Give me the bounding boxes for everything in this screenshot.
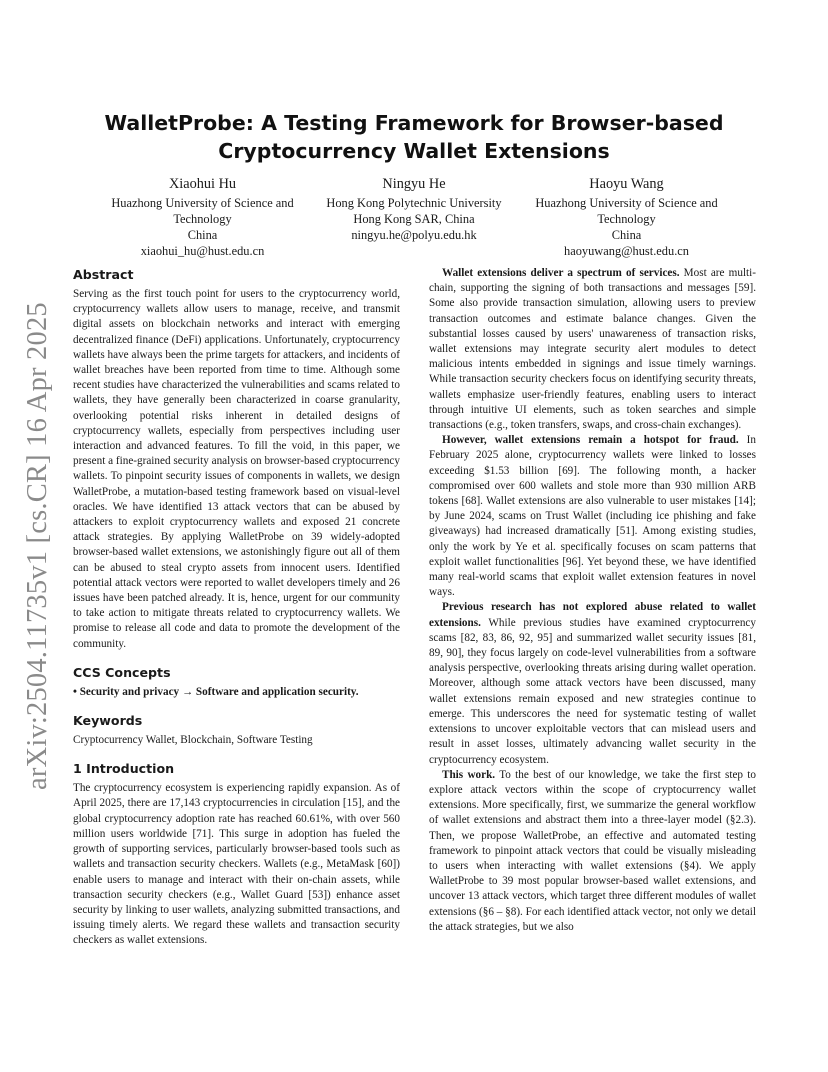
paragraph-this-work — [429, 768, 756, 935]
author-3 — [504, 175, 749, 259]
author-1 — [80, 175, 325, 259]
ccs-text: • Security and privacy → Software and application security. — [73, 685, 359, 698]
author-affiliation: Technology — [173, 212, 232, 226]
left-column — [73, 266, 400, 949]
abstract-text: Serving as the first touch point for users to the cryptocurrency world, cryptocurrency wallets allow users to manage, receive, and transmit digital assets on blockchain networks and interact with emerging decentralized finance (DeFi) applications. Unfortunately, cryptocurrency wallets have always been the prime targets for attackers, and incidents of wallet breaches have been reported from time to time. Although some recent studies have characterized the vulnerabilities and scams related to wallets, they have generally been characterized in coarse granularity, overlooking potential risks inherent in detailed designs of cryptocurrency wallets, especially from perspectives including user interaction and advanced features. To fill the void, in this paper, we present a fine-grained security analysis on browser-based cryptocurrency wallets. To pinpoint security issues of components in wallets, we design WalletProbe, a mutation-based testing framework based on visual-level oracles. We have identified 13 attack vectors that can be abused by attackers to exploit cryptocurrency wallets and exposed 21 concrete attack strategies. By applying WalletProbe on 39 widely-adopted browser-based wallet extensions, we astonishingly figure out all of them can be abused to steal crypto assets from innocent users. Identified potential attack vectors were reported to wallet developers timely and 26 issues have been patched already. It is, hence, urgent for our community to take action to mitigate threats related to cryptocurrency wallets. We promise to release all code and data to promote the development of the community. — [73, 288, 400, 650]
author-affiliation: Technology — [597, 212, 656, 226]
title-line-2: Cryptocurrency Wallet Extensions — [218, 139, 610, 163]
author-email: ningyu.he@polyu.edu.hk — [351, 228, 477, 242]
author-affiliation: Huazhong University of Science and — [111, 196, 294, 210]
author-affiliation: Huazhong University of Science and — [535, 196, 718, 210]
author-email: xiaohui_hu@hust.edu.cn — [140, 244, 265, 258]
paragraph-lead: However, wallet extensions remain a hotspot for fraud. — [442, 434, 739, 447]
paragraph-lead: Previous research has not explored abuse related to wallet extensions. — [429, 601, 756, 629]
intro-paragraph: The cryptocurrency ecosystem is experiencing rapidly expansion. As of April 2025, there are 17,143 cryptocurrencies in circulation [15], and the global cryptocurrency adoption rate has reached 60.61%, with over 560 million users worldwide [71]. This surge in adoption has fueled the growth of supporting services, particularly browser-based tools such as wallets and transaction security checkers. Wallets (e.g., MetaMask [60]) enable users to manage and interact with their on-chain assets, while transaction security checkers (e.g., Wallet Guard [53]) enhance asset security by linking to user wallets, analyzing submitted transactions, and issuing timely alerts. We regard these wallets and transaction security checkers as wallet extensions. — [73, 782, 400, 947]
author-country: China — [187, 228, 218, 242]
arxiv-identifier: arXiv:2504.11735v1 [cs.CR] 16 Apr 2025 — [22, 302, 53, 790]
author-email: haoyuwang@hust.edu.cn — [564, 244, 689, 258]
paragraph-body: To the best of our knowledge, we take the first step to explore attack vectors within the scope of cryptocurrency wallet extensions. More specifically, first, we summarize the general workflow of wallet extensions and abstract them into a three-layer model (§2.3). Then, we propose WalletProbe, an effective and automated testing framework to pinpoint attack vectors that could be visually misleading to users when interacting with wallet extensions (§4). We apply WalletProbe to 39 most popular browser-based wallet extensions, and uncover 13 attack vectors, which target three different modules of wallet extensions (§6 – §8). For each identified attack vector, not only we detail the attack strategies, but we also — [429, 768, 756, 933]
author-affiliation: Hong Kong SAR, China — [353, 212, 475, 226]
author-affiliation: Hong Kong Polytechnic University — [326, 196, 502, 210]
abstract-heading: Abstract — [73, 267, 134, 282]
author-name: Ningyu He — [382, 176, 446, 192]
paragraph-services — [429, 266, 756, 433]
title-line-1: WalletProbe: A Testing Framework for Browser-based — [104, 111, 724, 135]
introduction-heading: 1 Introduction — [73, 761, 175, 777]
paragraph-previous-research — [429, 600, 756, 767]
ccs-heading: CCS Concepts — [73, 664, 171, 680]
paragraph-body: Most are multi-chain, supporting the signing of both transactions and messages [59]. Some also provide transaction simulation, allowing users to preview transaction outcomes and estimate balance changes. Given the substantial losses caused by users' unawareness of transaction risks, wallet extensions may integrate security alert modules to detect malicious intents embedded in signings and issue timely warnings. While transaction security checkers focus on identifying security threats, wallets emphasize user-friendly features, enabling users to interact through intuitive UI elements, such as token searches and simple transactions (e.g., token transfers, swaps, and cross-chain exchanges). — [429, 267, 756, 432]
paper-title — [80, 109, 748, 165]
author-country: China — [611, 228, 642, 242]
author-name: Haoyu Wang — [589, 176, 664, 192]
paragraph-body: While previous studies have examined cryptocurrency scams [82, 83, 86, 92, 95] and summarized wallet security issues [81, 89, 90], they focus largely on code-level vulnerabilities from a software analysis perspective, overlooking threats arising during wallet operation. Moreover, although some attack vectors have been discussed, many wallet extensions remain exposed and new strategies continue to emerge. This underscores the need for systematic testing of wallet extensions to uncover exploitable vectors that can mislead users and result in asset losses, ultimately advancing wallet security in the cryptocurrency ecosystem. — [429, 616, 756, 766]
right-column — [429, 266, 756, 935]
author-name: Xiaohui Hu — [168, 176, 237, 192]
paragraph-body: In February 2025 alone, cryptocurrency wallets were linked to losses exceeding $1.53 billion [69]. The following month, a hacker compromised over 600 wallets and stole more than 930 million ARB tokens [68]. Wallet extensions are also vulnerable to user mistakes [14]; by June 2024, scams on Trust Wallet (including ice phishing and fake giveaways) had increased dramatically [51]. Among existing studies, only the work by Ye et al. specifically focuses on scam patterns that exploit wallet functionalities [96]. Yet beyond these, we have identified many real-world scams that exploit wallet extension features in novel ways. — [429, 434, 756, 599]
paragraph-lead: Wallet extensions deliver a spectrum of services. — [442, 267, 680, 279]
paragraph-fraud — [429, 433, 756, 600]
paragraph-lead: This work. — [442, 768, 496, 781]
keywords-heading: Keywords — [73, 713, 143, 729]
keywords-text: Cryptocurrency Wallet, Blockchain, Software Testing — [73, 734, 313, 747]
author-2 — [292, 175, 536, 243]
